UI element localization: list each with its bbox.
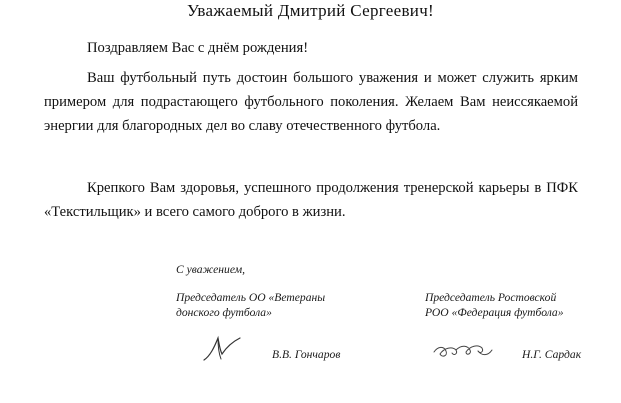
letter-salutation: Уважаемый Дмитрий Сергеевич! [186,1,435,20]
signatory-right-role-line1: Председатель Ростовской [425,291,557,304]
letter-closing: С уважением, [176,263,246,276]
letter-paragraph-career: Ваш футбольный путь достоин большого уважения и может служить ярким примером для подрастающего футбольного поколения. Желаем Вам неиссякаемой энергии для благородных дел во славу отечественного футбола. [44,70,578,134]
signatory-left-role-line2: донского футбола» [176,306,272,319]
signatory-right-role-line2: РОО «Федерация футбола» [425,306,564,319]
handwritten-signature-icon [200,330,252,364]
signatory-right-role [425,290,595,320]
letter-paragraph-wishes: Крепкого Вам здоровья, успешного продолжения тренерской карьеры в ПФК «Текстильщик» и всего самого доброго в жизни. [44,180,578,220]
letter-paragraph-greeting: Поздравляем Вас с днём рождения! [87,40,309,56]
handwritten-signature-icon [432,336,494,362]
signatory-left-role [176,290,346,320]
signatory-right-name: Н.Г. Сардак [522,348,582,361]
signatory-left-role-line1: Председатель ОО «Ветераны [176,291,326,304]
signatory-left-name: В.В. Гончаров [272,348,341,361]
